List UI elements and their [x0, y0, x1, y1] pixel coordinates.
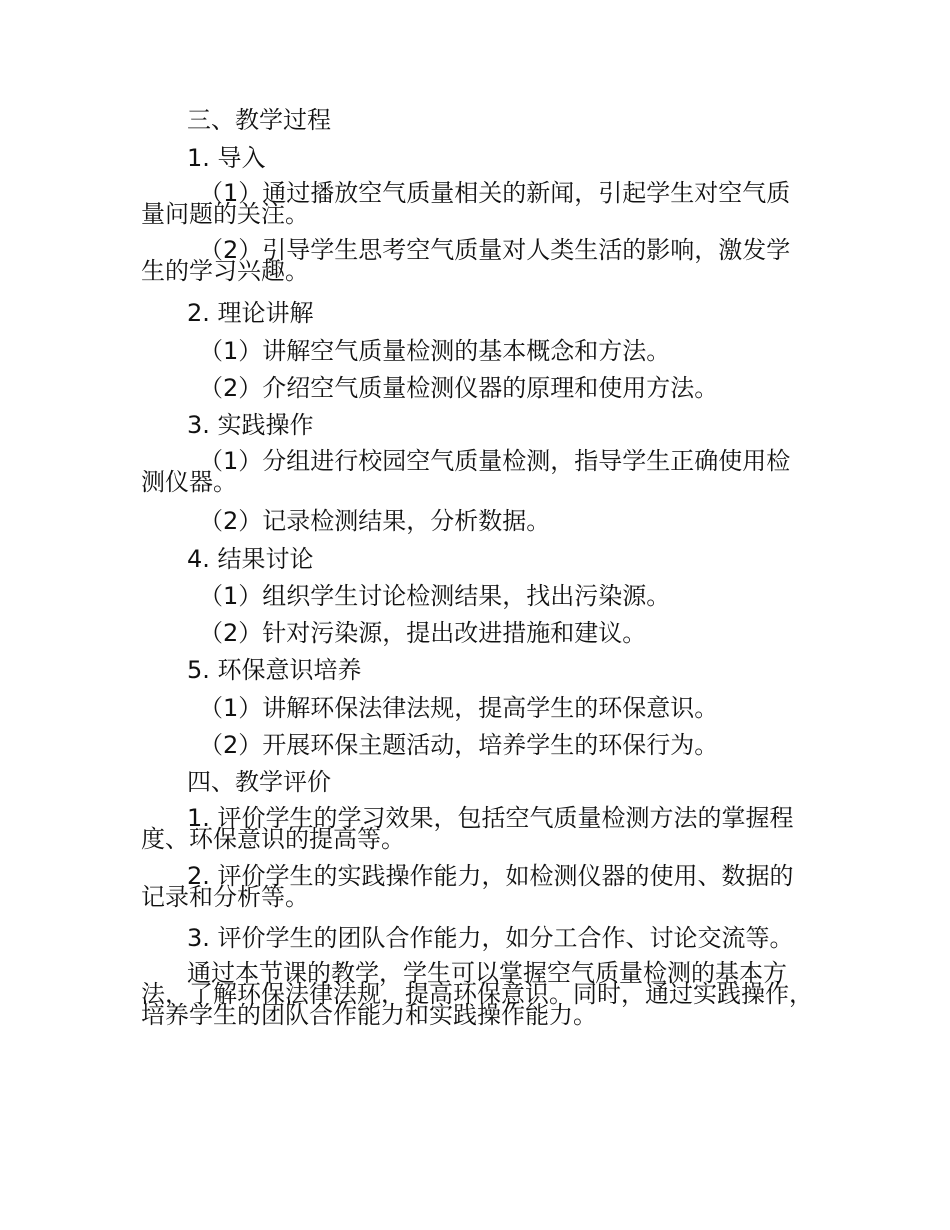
evaluation-item3: 3. 评价学生的团队合作能力，如分工合作、讨论交流等。: [187, 924, 794, 952]
step2-item1: （1）讲解空气质量检测的基本概念和方法。: [199, 337, 671, 365]
step3-title: 3. 实践操作: [187, 411, 314, 439]
step4-item1: （1）组织学生讨论检测结果，找出污染源。: [199, 582, 671, 610]
step2-item2: （2）介绍空气质量检测仪器的原理和使用方法。: [199, 374, 719, 402]
conclusion-paragraph: 通过本节课的教学，学生可以掌握空气质量检测的基本方法，了解环保法律法规，提高环保意识。同时，通过实践操作，培养学生的团队合作能力和实践操作能力。: [141, 959, 813, 1029]
step1-item1: （1）通过播放空气质量相关的新闻，引起学生对空气质量问题的关注。: [141, 179, 791, 228]
evaluation-item1: 1. 评价学生的学习效果，包括空气质量检测方法的掌握程度、环保意识的提高等。: [141, 804, 794, 853]
step1-title: 1. 导入: [187, 144, 266, 172]
step5-item2: （2）开展环保主题活动，培养学生的环保行为。: [199, 731, 719, 759]
section3-heading: 三、教学过程: [187, 106, 331, 134]
evaluation-item2: 2. 评价学生的实践操作能力，如检测仪器的使用、数据的记录和分析等。: [141, 862, 794, 911]
step5-item1: （1）讲解环保法律法规，提高学生的环保意识。: [199, 694, 719, 722]
step4-title: 4. 结果讨论: [187, 545, 314, 573]
step1-item2: （2）引导学生思考空气质量对人类生活的影响，激发学生的学习兴趣。: [141, 236, 791, 285]
step2-title: 2. 理论讲解: [187, 299, 314, 327]
step3-item1: （1）分组进行校园空气质量检测，指导学生正确使用检测仪器。: [141, 447, 791, 496]
step4-item2: （2）针对污染源，提出改进措施和建议。: [199, 619, 647, 647]
step5-title: 5. 环保意识培养: [187, 656, 362, 684]
step3-item2: （2）记录检测结果，分析数据。: [199, 507, 551, 535]
section4-heading: 四、教学评价: [187, 768, 331, 796]
